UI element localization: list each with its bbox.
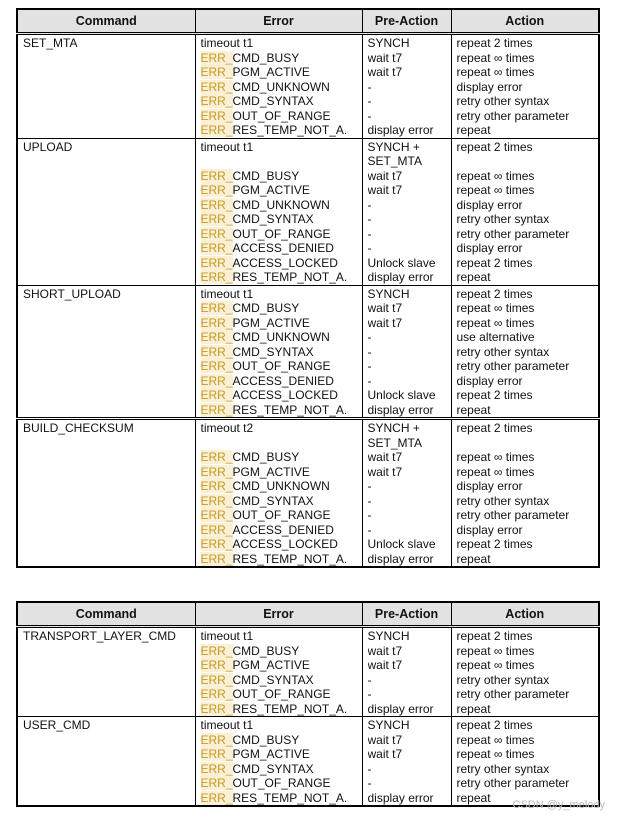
pre-action-cell — [362, 285, 451, 419]
error-prefix: ERR_ — [200, 493, 233, 508]
action-line: retry other syntax — [456, 212, 550, 226]
pre-action-line: - — [367, 522, 372, 537]
pre-action-line: display error — [367, 402, 434, 417]
error-prefix: ERR_ — [200, 479, 233, 493]
action-cell — [451, 627, 599, 717]
error-code: OUT_OF_RANGE — [232, 776, 331, 790]
command-name: USER_CMD — [23, 718, 91, 732]
action-line: repeat — [456, 123, 491, 137]
error-code: CMD_BUSY — [232, 643, 300, 658]
error-code: CMD_SYNTAX — [232, 672, 314, 687]
action-line: retry other parameter — [456, 687, 570, 701]
pre-action-line: Unlock slave — [367, 388, 436, 402]
command-cell — [17, 419, 195, 568]
pre-action-line: - — [367, 373, 372, 388]
pre-action-line: SYNCH — [367, 629, 410, 643]
action-line: repeat ∞ times — [456, 315, 535, 330]
action-line — [457, 436, 595, 451]
error-code: PGM_ACTIVE — [232, 65, 310, 79]
command-group-row — [17, 285, 599, 419]
error-code: RES_TEMP_NOT_A. — [232, 551, 348, 566]
action-line: repeat — [456, 402, 491, 417]
error-prefix: ERR_ — [200, 123, 233, 137]
error-line — [201, 762, 358, 777]
pre-action-line: - — [367, 672, 372, 687]
error-code: CMD_BUSY — [232, 732, 300, 747]
pre-action-line: wait t7 — [367, 50, 403, 65]
error-line: timeout t1 — [200, 629, 254, 643]
pre-action-line: wait t7 — [367, 747, 403, 761]
pre-action-line: wait t7 — [367, 301, 403, 315]
action-line: retry other parameter — [456, 359, 570, 373]
command-name: SHORT_UPLOAD — [23, 286, 121, 301]
error-code: CMD_UNKNOWN — [232, 79, 330, 94]
pre-action-line: SYNCH + — [367, 421, 420, 435]
pre-action-cell — [362, 419, 451, 568]
error-line — [201, 109, 358, 124]
error-code: RES_TEMP_NOT_A. — [232, 123, 348, 137]
error-line: timeout t1 — [200, 286, 254, 301]
error-line — [201, 123, 358, 138]
error-code: ACCESS_LOCKED — [232, 537, 338, 551]
header-pre-action: Pre-Action — [362, 9, 451, 34]
pre-action-line: Unlock slave — [367, 537, 436, 551]
pre-action-line: - — [367, 761, 372, 776]
command-cell — [17, 627, 195, 717]
error-code: RES_TEMP_NOT_A. — [232, 701, 348, 716]
error-prefix: ERR_ — [200, 464, 233, 479]
action-line — [457, 154, 595, 169]
action-cell — [451, 34, 599, 139]
pre-action-line: - — [367, 197, 372, 212]
command-group-row — [17, 627, 599, 717]
watermark: CSDN @y_melody — [512, 799, 605, 811]
error-line — [201, 436, 358, 451]
pre-action-line: - — [367, 226, 372, 241]
action-line: display error — [456, 479, 523, 493]
error-prefix: ERR_ — [200, 65, 233, 79]
error-cell — [195, 138, 362, 285]
action-line: repeat ∞ times — [456, 464, 535, 479]
command-name: BUILD_CHECKSUM — [23, 421, 134, 435]
error-line — [201, 552, 358, 567]
error-code: PGM_ACTIVE — [232, 315, 310, 330]
action-line: retry other syntax — [456, 672, 550, 687]
error-prefix: ERR_ — [200, 315, 233, 330]
action-cell — [451, 717, 599, 807]
command-group-row — [17, 138, 599, 285]
pre-action-line: display error — [367, 701, 434, 716]
error-line — [201, 256, 358, 271]
command-name: UPLOAD — [23, 139, 73, 154]
action-line: retry other syntax — [456, 761, 550, 776]
error-code: CMD_BUSY — [232, 168, 300, 183]
error-prefix: ERR_ — [200, 168, 233, 183]
action-line: retry other parameter — [456, 108, 570, 123]
action-line: repeat 2 times — [456, 629, 533, 643]
error-code: OUT_OF_RANGE — [232, 108, 331, 123]
action-line: repeat — [456, 551, 491, 566]
pre-action-line: wait t7 — [367, 315, 403, 330]
error-line — [201, 508, 358, 523]
error-code: CMD_BUSY — [232, 450, 300, 464]
error-prefix: ERR_ — [200, 94, 233, 108]
error-prefix: ERR_ — [200, 255, 233, 270]
pre-action-line: - — [367, 508, 372, 522]
error-prefix: ERR_ — [200, 212, 233, 226]
error-code: OUT_OF_RANGE — [232, 226, 331, 241]
error-code: PGM_ACTIVE — [232, 183, 310, 197]
error-prefix: ERR_ — [200, 776, 233, 790]
action-line: repeat ∞ times — [456, 732, 535, 747]
action-line: repeat — [456, 790, 491, 805]
error-line — [201, 673, 358, 688]
action-line: repeat ∞ times — [456, 301, 535, 315]
error-prefix: ERR_ — [200, 108, 233, 123]
pre-action-cell — [362, 627, 451, 717]
error-code: CMD_SYNTAX — [232, 493, 314, 508]
header-pre-action: Pre-Action — [362, 602, 451, 627]
header-action: Action — [451, 602, 599, 627]
error-prefix: ERR_ — [200, 50, 233, 65]
error-line — [201, 465, 358, 480]
action-line: display error — [456, 373, 523, 388]
command-name: TRANSPORT_LAYER_CMD — [23, 629, 176, 643]
error-line — [201, 270, 358, 285]
action-line: repeat 2 times — [456, 286, 533, 301]
pre-action-cell — [362, 717, 451, 807]
action-line: repeat 2 times — [456, 36, 533, 50]
error-line — [201, 479, 358, 494]
error-prefix: ERR_ — [200, 687, 233, 701]
error-line — [201, 198, 358, 213]
pre-action-line: wait t7 — [367, 732, 403, 747]
pre-action-line: - — [367, 212, 372, 226]
error-line — [201, 747, 358, 762]
error-prefix: ERR_ — [200, 301, 233, 315]
action-line: repeat — [456, 270, 491, 284]
error-prefix: ERR_ — [200, 359, 233, 373]
error-handling-table-1 — [16, 8, 600, 568]
error-code: CMD_SYNTAX — [232, 212, 314, 226]
error-code: PGM_ACTIVE — [232, 658, 310, 672]
error-prefix: ERR_ — [200, 388, 233, 402]
pre-action-cell — [362, 34, 451, 139]
action-line: display error — [456, 522, 523, 537]
header-command: Command — [17, 602, 195, 627]
error-prefix: ERR_ — [200, 732, 233, 747]
error-prefix: ERR_ — [200, 79, 233, 94]
error-code: OUT_OF_RANGE — [232, 359, 331, 373]
pre-action-line: SYNCH — [367, 718, 410, 732]
action-line: repeat ∞ times — [456, 658, 535, 672]
table-body — [17, 627, 599, 807]
error-line — [201, 301, 358, 316]
error-prefix: ERR_ — [200, 551, 233, 566]
action-line: retry other syntax — [456, 94, 550, 108]
pre-action-line: - — [367, 108, 372, 123]
error-cell — [195, 285, 362, 419]
error-line — [201, 330, 358, 345]
error-prefix: ERR_ — [200, 537, 233, 551]
pre-action-line: - — [367, 479, 372, 493]
pre-action-line: - — [367, 330, 372, 344]
pre-action-line: - — [367, 359, 372, 373]
pre-action-line: wait t7 — [367, 450, 403, 464]
error-code: CMD_SYNTAX — [232, 344, 314, 359]
error-line — [201, 359, 358, 374]
error-line — [201, 183, 358, 198]
pre-action-line: - — [367, 493, 372, 508]
error-prefix: ERR_ — [200, 373, 233, 388]
action-line: retry other parameter — [456, 776, 570, 790]
error-line: timeout t1 — [200, 718, 254, 732]
header-action: Action — [451, 9, 599, 34]
header-error: Error — [195, 9, 362, 34]
error-line — [201, 374, 358, 389]
error-code: CMD_UNKNOWN — [232, 197, 330, 212]
error-line — [201, 494, 358, 509]
pre-action-line: wait t7 — [367, 65, 403, 79]
error-line: timeout t1 — [200, 139, 254, 154]
pre-action-line: - — [367, 241, 372, 255]
pre-action-line: SYNCH + — [367, 139, 420, 154]
error-line — [201, 212, 358, 227]
error-prefix: ERR_ — [200, 330, 233, 344]
error-line — [201, 80, 358, 95]
error-cell — [195, 717, 362, 807]
pre-action-cell — [362, 138, 451, 285]
pre-action-line: display error — [367, 123, 434, 137]
header-error: Error — [195, 602, 362, 627]
action-line: repeat — [456, 701, 491, 716]
error-line — [201, 345, 358, 360]
command-cell — [17, 34, 195, 139]
error-prefix: ERR_ — [200, 241, 233, 255]
pre-action-line: Unlock slave — [367, 255, 436, 270]
action-line: display error — [456, 197, 523, 212]
command-group-row — [17, 717, 599, 807]
error-line — [201, 94, 358, 109]
action-line: repeat 2 times — [456, 255, 533, 270]
error-code: PGM_ACTIVE — [232, 747, 310, 761]
error-line — [201, 154, 358, 169]
pre-action-line: - — [367, 687, 372, 701]
action-line: repeat ∞ times — [456, 450, 535, 464]
action-line: repeat ∞ times — [456, 65, 535, 79]
error-prefix: ERR_ — [200, 450, 233, 464]
error-code: RES_TEMP_NOT_A. — [232, 270, 348, 284]
action-cell — [451, 138, 599, 285]
error-code: PGM_ACTIVE — [232, 464, 310, 479]
error-code: CMD_SYNTAX — [232, 761, 314, 776]
action-cell — [451, 285, 599, 419]
error-line — [201, 450, 358, 465]
error-prefix: ERR_ — [200, 508, 233, 522]
error-line — [201, 523, 358, 538]
error-cell — [195, 419, 362, 568]
pre-action-line: - — [367, 79, 372, 94]
error-prefix: ERR_ — [200, 197, 233, 212]
error-prefix: ERR_ — [200, 747, 233, 761]
pre-action-line: display error — [367, 270, 434, 284]
error-prefix: ERR_ — [200, 761, 233, 776]
error-code: RES_TEMP_NOT_A. — [232, 790, 348, 805]
command-name: SET_MTA — [23, 36, 78, 50]
pre-action-line: wait t7 — [367, 183, 403, 197]
error-line: timeout t1 — [200, 36, 254, 50]
error-line — [201, 241, 358, 256]
error-line — [201, 51, 358, 66]
pre-action-line: wait t7 — [367, 643, 403, 658]
table-body — [17, 34, 599, 568]
error-line — [201, 316, 358, 331]
error-line — [201, 227, 358, 242]
pre-action-line: wait t7 — [367, 658, 403, 672]
table-header-row — [17, 9, 599, 34]
error-line — [201, 403, 358, 418]
pre-action-line: SYNCH — [367, 36, 410, 50]
error-prefix: ERR_ — [200, 701, 233, 716]
error-prefix: ERR_ — [200, 522, 233, 537]
error-handling-table-2 — [16, 601, 600, 807]
action-line: repeat ∞ times — [456, 50, 535, 65]
error-prefix: ERR_ — [200, 183, 233, 197]
command-cell — [17, 717, 195, 807]
command-cell — [17, 285, 195, 419]
error-line — [201, 702, 358, 717]
error-line — [201, 169, 358, 184]
error-prefix: ERR_ — [200, 672, 233, 687]
error-prefix: ERR_ — [200, 270, 233, 284]
action-line: use alternative — [456, 330, 535, 344]
action-line: display error — [456, 241, 523, 255]
error-line — [201, 644, 358, 659]
error-code: ACCESS_LOCKED — [232, 255, 338, 270]
action-line: repeat 2 times — [456, 718, 533, 732]
action-line: repeat ∞ times — [456, 168, 535, 183]
action-line: repeat 2 times — [456, 537, 533, 551]
error-line — [201, 776, 358, 791]
error-code: ACCESS_DENIED — [232, 241, 334, 255]
action-line: retry other syntax — [456, 493, 550, 508]
error-prefix: ERR_ — [200, 790, 233, 805]
error-cell — [195, 34, 362, 139]
action-line: retry other syntax — [456, 344, 550, 359]
action-line: repeat 2 times — [456, 388, 533, 402]
error-code: ACCESS_DENIED — [232, 373, 334, 388]
command-cell — [17, 138, 195, 285]
pre-action-line: display error — [367, 790, 434, 805]
pre-action-line: display error — [367, 551, 434, 566]
action-line: retry other parameter — [456, 508, 570, 522]
action-line: repeat 2 times — [456, 421, 533, 435]
action-line: repeat ∞ times — [456, 747, 535, 761]
command-group-row — [17, 419, 599, 568]
pre-action-line: SET_MTA — [367, 154, 422, 168]
error-code: OUT_OF_RANGE — [232, 508, 331, 522]
error-cell — [195, 627, 362, 717]
error-line — [201, 733, 358, 748]
error-prefix: ERR_ — [200, 402, 233, 417]
header-command: Command — [17, 9, 195, 34]
error-code: CMD_SYNTAX — [232, 94, 314, 108]
error-line — [201, 388, 358, 403]
pre-action-line: wait t7 — [367, 464, 403, 479]
table-header-row — [17, 602, 599, 627]
error-line — [201, 537, 358, 552]
error-code: ACCESS_LOCKED — [232, 388, 338, 402]
error-line — [201, 658, 358, 673]
error-line — [201, 65, 358, 80]
pre-action-line: - — [367, 776, 372, 790]
action-line: display error — [456, 79, 523, 94]
pre-action-line: SYNCH — [367, 286, 410, 301]
error-code: CMD_BUSY — [232, 301, 300, 315]
pre-action-line: wait t7 — [367, 168, 403, 183]
error-line — [201, 791, 358, 806]
error-line: timeout t2 — [200, 421, 254, 435]
error-prefix: ERR_ — [200, 658, 233, 672]
error-line — [201, 687, 358, 702]
error-code: CMD_BUSY — [232, 50, 300, 65]
command-group-row — [17, 34, 599, 139]
pre-action-line: SET_MTA — [367, 435, 422, 450]
error-code: RES_TEMP_NOT_A. — [232, 402, 348, 417]
action-line: retry other parameter — [456, 226, 570, 241]
action-line: repeat 2 times — [456, 139, 533, 154]
pre-action-line: - — [367, 344, 372, 359]
action-line: repeat ∞ times — [456, 643, 535, 658]
error-code: CMD_UNKNOWN — [232, 330, 330, 344]
action-line: repeat ∞ times — [456, 183, 535, 197]
error-code: OUT_OF_RANGE — [232, 687, 331, 701]
error-prefix: ERR_ — [200, 226, 233, 241]
pre-action-line: - — [367, 94, 372, 108]
error-prefix: ERR_ — [200, 643, 233, 658]
action-cell — [451, 419, 599, 568]
error-code: ACCESS_DENIED — [232, 522, 334, 537]
error-code: CMD_UNKNOWN — [232, 479, 330, 493]
error-prefix: ERR_ — [200, 344, 233, 359]
